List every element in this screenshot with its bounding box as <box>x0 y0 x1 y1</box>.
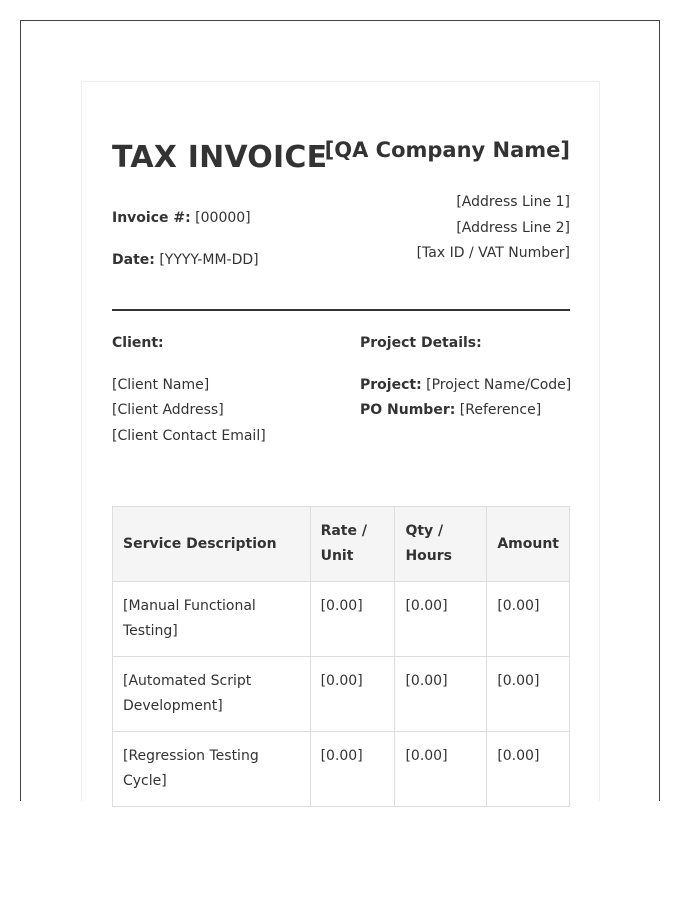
amount-cell: [0.00] <box>487 582 570 657</box>
client-name: [Client Name] <box>112 377 210 393</box>
invoice-number-label: Invoice #: <box>112 210 191 226</box>
project-value: [Project Name/Code] <box>426 377 572 393</box>
invoice-number <box>112 210 251 226</box>
services-table <box>112 506 570 807</box>
tax-id: [Tax ID / VAT Number] <box>416 245 570 261</box>
rate-cell: [0.00] <box>310 732 395 807</box>
table-row <box>113 732 570 807</box>
project-details-heading: Project Details: <box>360 335 482 351</box>
table-row <box>113 582 570 657</box>
invoice-number-value: [00000] <box>195 210 251 226</box>
qty-cell: [0.00] <box>395 657 487 732</box>
service-description-cell: [Automated Script Development] <box>113 657 311 732</box>
client-address: [Client Address] <box>112 402 224 418</box>
amount-cell: [0.00] <box>487 657 570 732</box>
rate-cell: [0.00] <box>310 657 395 732</box>
po-number-line <box>360 402 541 418</box>
invoice-title: TAX INVOICE <box>112 140 328 175</box>
invoice-date-value: [YYYY-MM-DD] <box>159 252 259 268</box>
qty-cell: [0.00] <box>395 582 487 657</box>
client-email: [Client Contact Email] <box>112 428 266 444</box>
client-heading: Client: <box>112 335 164 351</box>
table-header-row <box>113 507 570 582</box>
rate-cell: [0.00] <box>310 582 395 657</box>
project-line <box>360 377 571 393</box>
amount-cell: [0.00] <box>487 732 570 807</box>
address-line-2: [Address Line 2] <box>456 220 570 236</box>
service-description-cell: [Manual Functional Testing] <box>113 582 311 657</box>
invoice-date-label: Date: <box>112 252 155 268</box>
column-header-rate-unit: Rate / Unit <box>310 507 395 582</box>
header-divider <box>112 309 570 311</box>
column-header-service-description: Service Description <box>113 507 311 582</box>
column-header-qty-hours: Qty / Hours <box>395 507 487 582</box>
po-number-label: PO Number: <box>360 402 456 418</box>
company-name: [QA Company Name] <box>324 138 570 162</box>
table-row <box>113 657 570 732</box>
address-line-1: [Address Line 1] <box>456 194 570 210</box>
po-number-value: [Reference] <box>459 402 542 418</box>
service-description-cell: [Regression Testing Cycle] <box>113 732 311 807</box>
column-header-amount: Amount <box>487 507 570 582</box>
project-label: Project: <box>360 377 422 393</box>
qty-cell: [0.00] <box>395 732 487 807</box>
invoice-date <box>112 252 259 268</box>
